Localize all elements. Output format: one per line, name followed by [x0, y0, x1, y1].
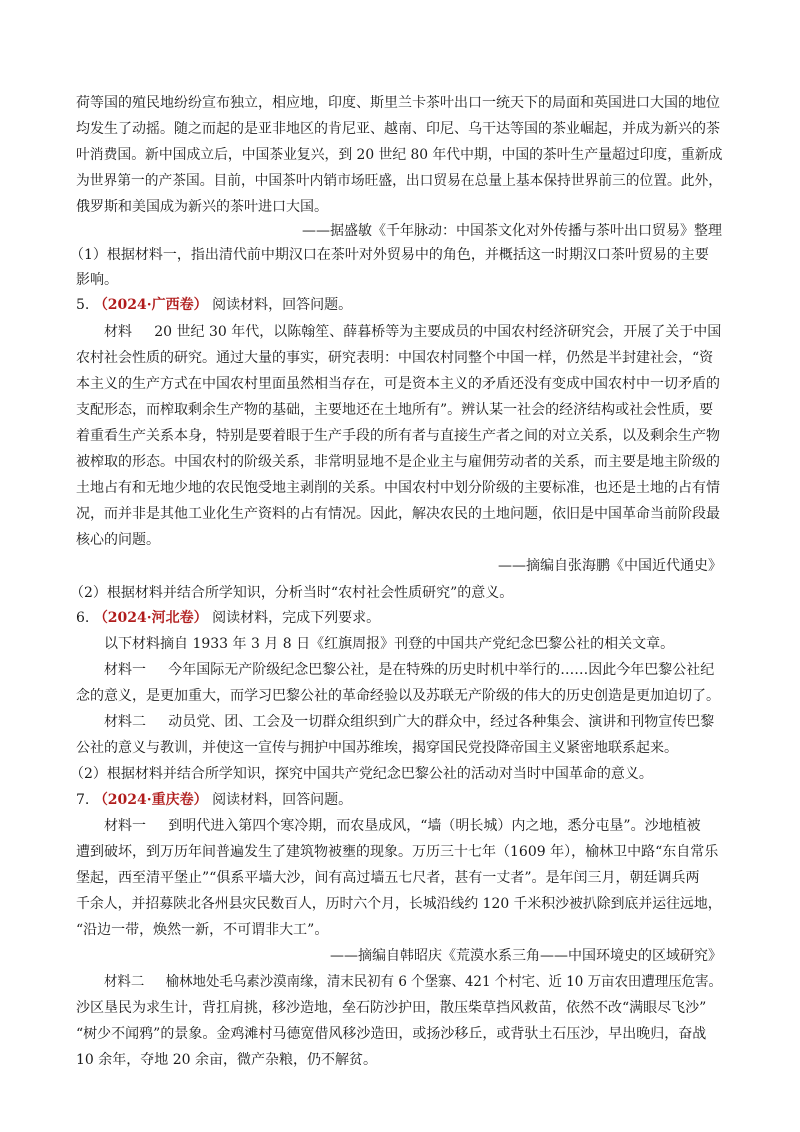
question-line: 影响。 — [76, 272, 118, 288]
material-label: 材料一 — [104, 818, 146, 834]
question-number: 6. — [76, 610, 90, 626]
material-line: 公社的意义与教训，并使这一宣传与拥护中国苏维埃，揭穿国民党投降帝国主义紧密地联系起来。 — [76, 740, 678, 756]
question-line: （2）根据材料并结合所学知识，分析当时“农村社会性质研究”的意义。 — [70, 585, 514, 601]
material-line: “树少不闻鸦”的景象。金鸡滩村马德宽借风移沙造田，或扬沙移丘，或背驮土石压沙，早出晚归，奋战 — [76, 1026, 707, 1042]
material-line: 念的意义，是更加重大，而学习巴黎公社的革命经验以及苏联无产阶级的伟大的历史创造是更加迫切了。 — [76, 688, 720, 704]
material-line: 材料 20 世纪 30 年代，以陈翰笙、薛暮桥等为主要成员的中国农村经济研究会，开展了关于中国 — [104, 324, 722, 340]
material-line: 材料一 到明代进入第四个寒冷期，而农垦成风，“墙（明长城）内之地，悉分屯垦”。沙地植被 — [104, 818, 701, 834]
material-line: 支配形态，而榨取剩余生产物的基础，主要地还在土地所有”。辨认某一社会的经济结构或社会性质，要 — [76, 402, 714, 418]
source-citation: ——摘编自张海鹏《中国近代通史》 — [498, 558, 722, 574]
material-line: 材料二 榆林地处毛乌素沙漠南缘，清末民初有 6 个堡寨、421 个村宅、近 10 万亩农田遭理压危害。 — [104, 974, 722, 990]
material-line: 千余人，并招募陕北各州县灾民数百人，历时六个月，长城沿线约 120 千米积沙被扒除到底并运往远地， — [76, 896, 722, 912]
question-instruction: 阅读材料，完成下列要求。 — [212, 610, 381, 626]
material-line: 堡起，西至清平堡止”“俱系平墙大沙，间有高过墙五七尺者，甚有一丈者”。是年闰三月，朝廷调兵两 — [76, 870, 700, 886]
paragraph-line: 荷等国的殖民地纷纷宣布独立，相应地，印度、斯里兰卡茶叶出口一统天下的局面和英国进口大国的地位 — [76, 95, 720, 111]
source-citation: ——据盛敏《千年脉动：中国茶文化对外传播与茶叶出口贸易》整理 — [302, 223, 722, 239]
paragraph-line: 俄罗斯和美国成为新兴的茶叶进口大国。 — [76, 199, 328, 215]
material-line: 10 余年，夺地 20 余亩，微产杂粮，仍不解贫。 — [76, 1052, 377, 1068]
material-line: 被榨取的形态。中国农村的阶级关系，非常明显地不是企业主与雇佣劳动者的关系，而主要是地主阶级的 — [76, 454, 720, 470]
question-line: （2）根据材料并结合所学知识，探究中国共产党纪念巴黎公社的活动对当时中国革命的意义。 — [70, 766, 653, 782]
exam-source: （2024·重庆卷） — [93, 792, 208, 808]
exam-source: （2024·广西卷） — [93, 297, 208, 313]
question-header-7 — [76, 790, 352, 812]
question-instruction: 阅读材料，回答问题。 — [212, 792, 353, 808]
paragraph-line: 叶消费国。新中国成立后，中国茶业复兴，到 20 世纪 80 年代中期，中国的茶叶生产量超过印度，重新成 — [76, 147, 723, 163]
material-line: 材料一 今年国际无产阶级纪念巴黎公社，是在特殊的历史时机中举行的……因此今年巴黎公社纪 — [104, 662, 715, 678]
material-line: 况，而并非是其他工业化生产资料的占有情况。因此，解决农民的土地问题，依旧是中国革命当前阶段最 — [76, 506, 720, 522]
material-label: 材料 — [104, 324, 132, 340]
material-label: 材料二 — [104, 714, 146, 730]
material-line: 材料二 动员党、团、工会及一切群众组织到广大的群众中，经过各种集会、演讲和刊物宣传巴黎 — [104, 714, 715, 730]
question-header-5 — [76, 295, 352, 317]
material-line: “沿边一带，焕然一新，不可谓非大工”。 — [76, 922, 329, 938]
material-line: 遭到破坏，到万历年间普遍发生了建筑物被壅的现象。万历三十七年（1609 年），榆林卫中路“东自常乐 — [76, 844, 719, 860]
intro-line: 以下材料摘自 1933 年 3 月 8 日《红旗周报》刊登的中国共产党纪念巴黎公社的相关文章。 — [104, 636, 675, 652]
exam-source: （2024·河北卷） — [93, 610, 208, 626]
material-line: 沙区垦民为求生计，背扛肩挑，移沙造地，垒石防沙护田，散压柴草挡风救苗，依然不改“满眼尽飞沙” — [76, 1000, 707, 1016]
material-label: 材料一 — [104, 662, 146, 678]
question-header-6 — [76, 608, 380, 630]
source-citation: ——摘编自韩昭庆《荒漠水系三角——中国环境史的区域研究》 — [330, 948, 722, 964]
material-line: 本主义的生产方式在中国农村里面虽然相当存在，可是资本主义的矛盾还没有变成中国农村中一切矛盾的 — [76, 376, 720, 392]
question-instruction: 阅读材料，回答问题。 — [212, 297, 353, 313]
question-number: 7. — [76, 792, 90, 808]
question-line: （1）根据材料一，指出清代前中期汉口在茶叶对外贸易中的角色，并概括这一时期汉口茶叶贸易的主要 — [70, 247, 709, 263]
paragraph-line: 为世界第一的产茶国。目前，中国茶叶内销市场旺盛，出口贸易在总量上基本保持世界前三的位置。此外， — [76, 173, 723, 189]
material-line: 着重看生产关系本身，特别是要着眼于生产手段的所有者与直接生产者之间的对立关系，以及剩余生产物 — [76, 428, 720, 444]
material-label: 材料二 — [104, 974, 145, 990]
question-number: 5. — [76, 297, 90, 313]
material-line: 核心的问题。 — [76, 532, 160, 548]
material-line: 土地占有和无地少地的农民饱受地主剥削的关系。中国农村中划分阶级的主要标准，也还是土地的占有情 — [76, 480, 720, 496]
paragraph-line: 均发生了动摇。随之而起的是亚非地区的肯尼亚、越南、印尼、乌干达等国的茶业崛起，并成为新兴的茶 — [76, 121, 720, 137]
material-line: 农村社会性质的研究。通过大量的事实，研究表明：中国农村同整个中国一样，仍然是半封建社会，“资 — [76, 350, 714, 366]
